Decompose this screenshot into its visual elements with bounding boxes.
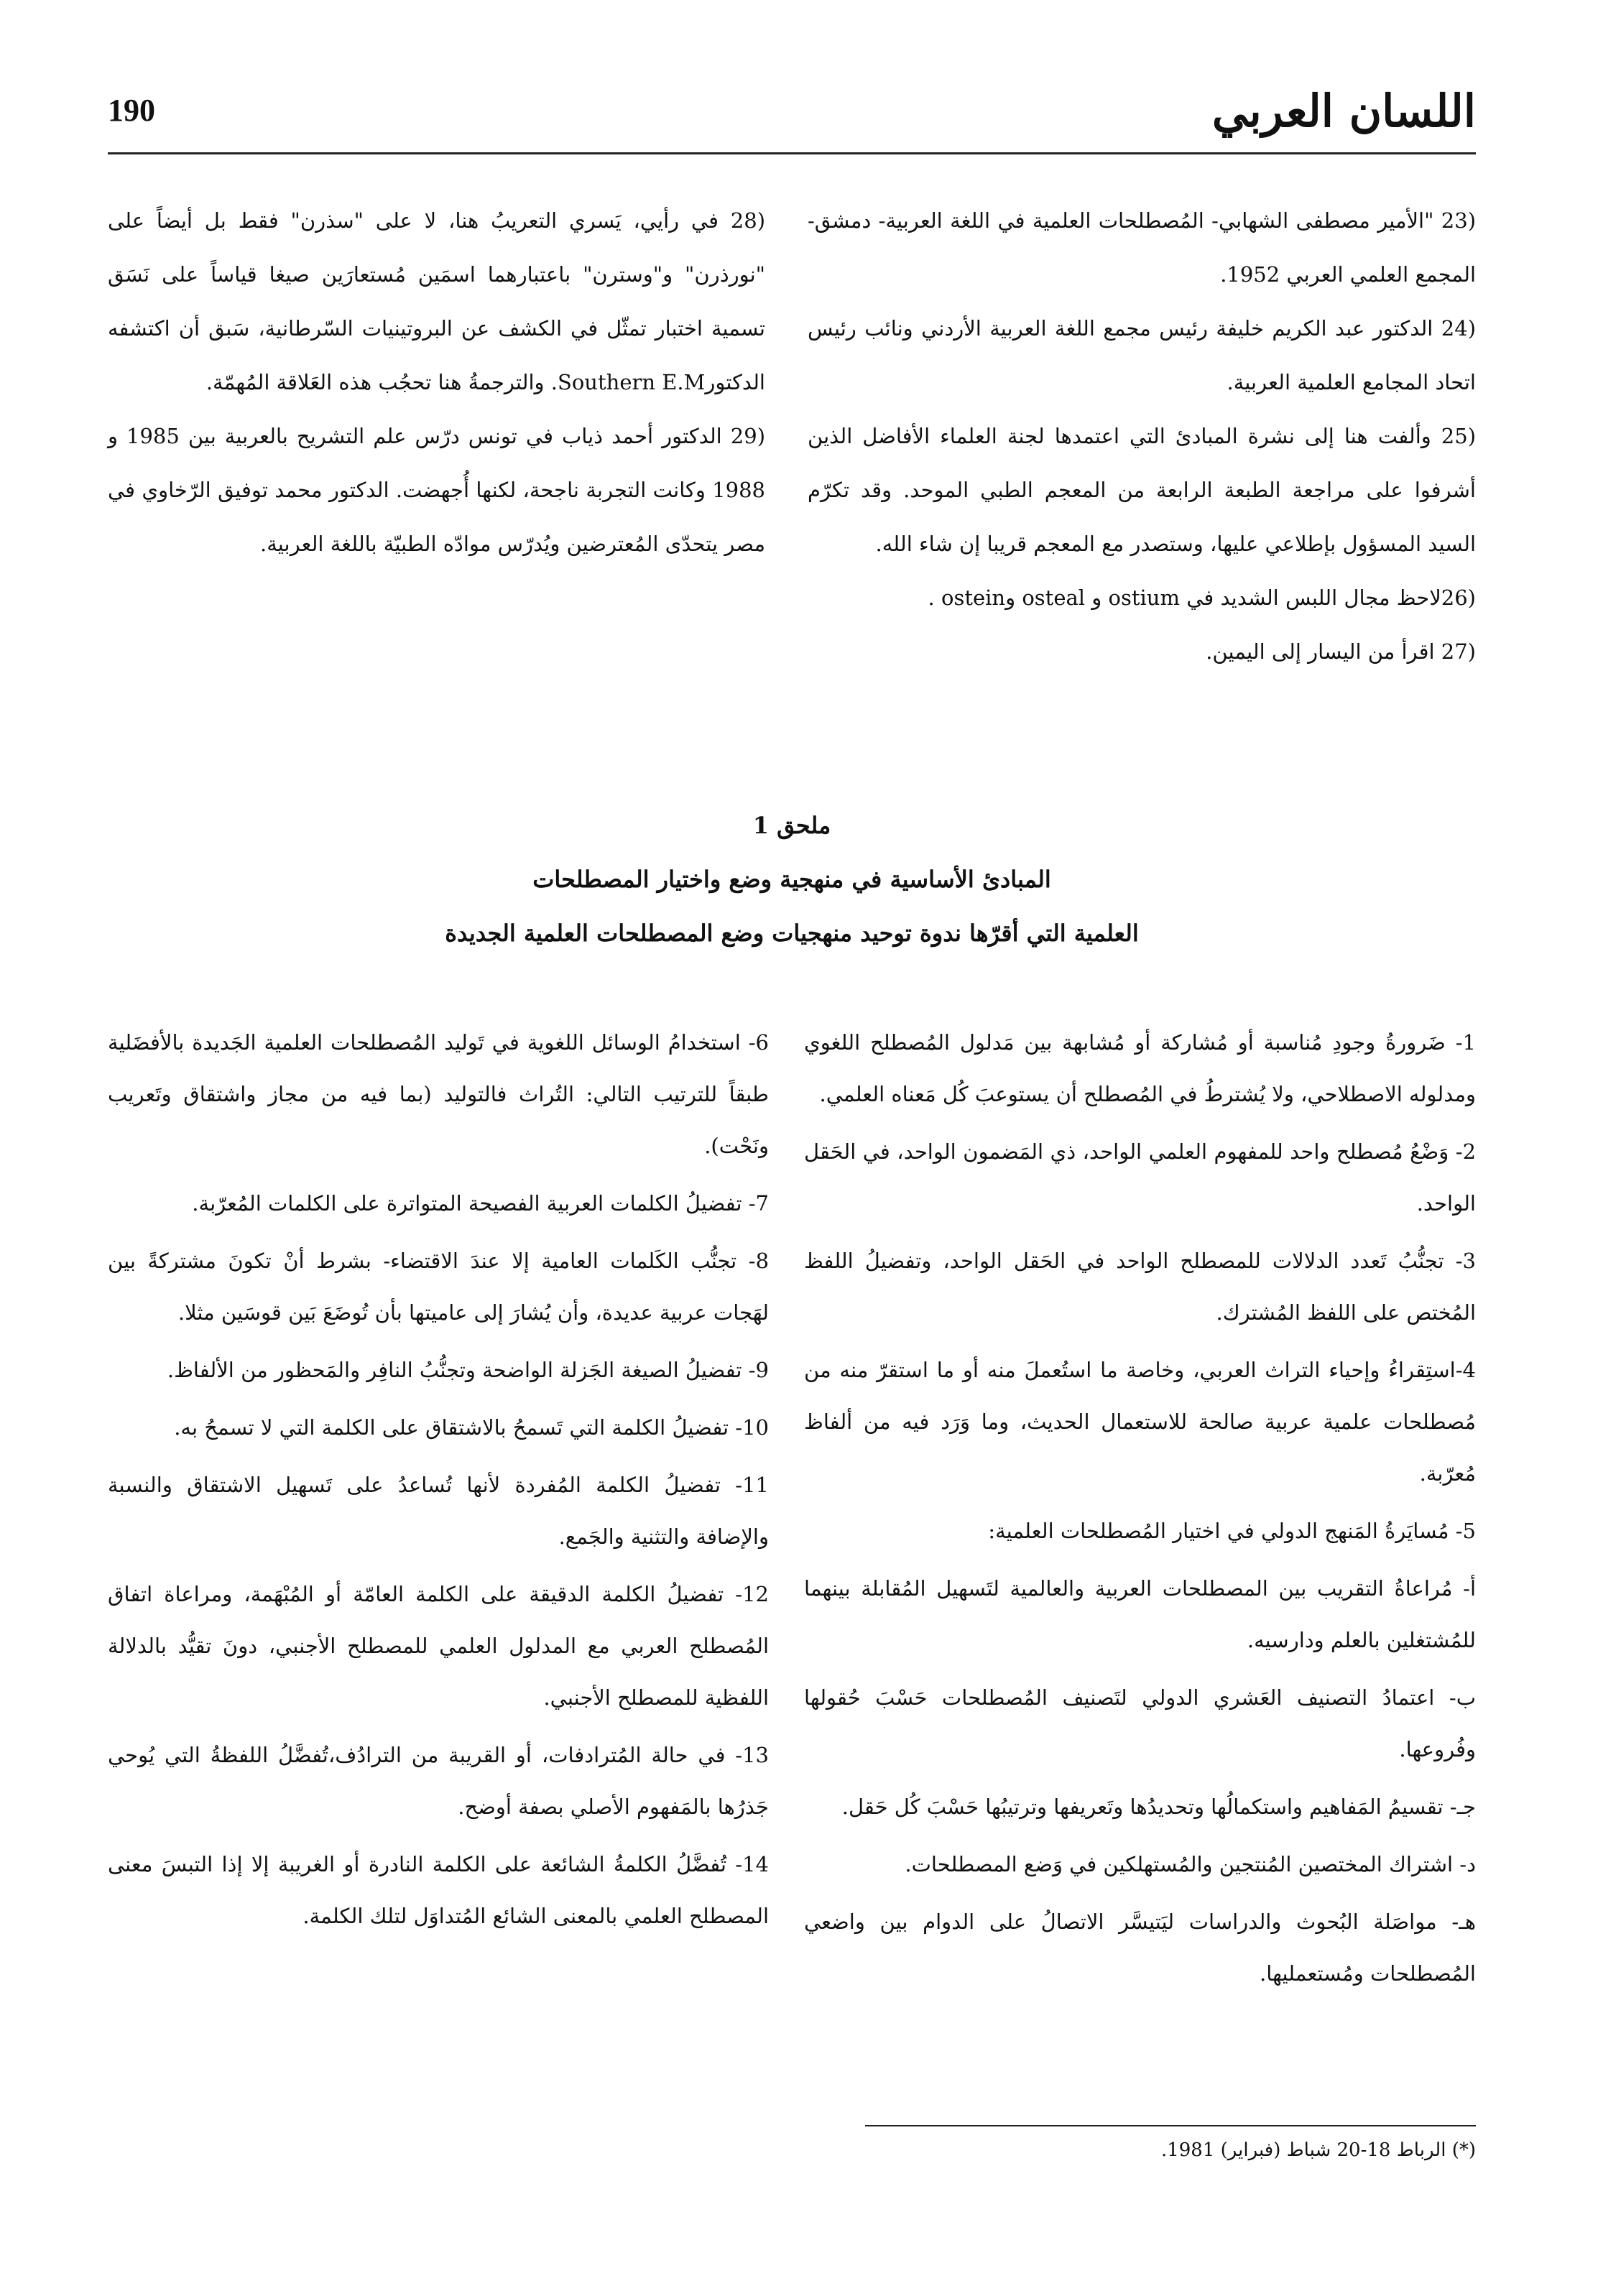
principle-number: 1- xyxy=(1455,1030,1476,1055)
principle-number: 2- xyxy=(1455,1139,1477,1164)
principle-text: استِقراءُ وإحياء التراث العربي، وخاصة ما استُعملَ منه أو ما استقرّ منه من مُصطلحات علمية عربية صالحة للاستعمال الحديث، وما وَرَد فيه من ألفاظ مُعرّبة. xyxy=(804,1358,1476,1486)
note-text: لاحظ مجال اللبس الشديد في ostium و osteal وostein . xyxy=(928,585,1441,610)
sub-principle-letter: جـ- xyxy=(1449,1795,1476,1819)
principle-text: ضَرورةُ وجودِ مُناسبة أو مُشاركة أو مُشابهة بين مَدلول المُصطلح اللغوي ومدلوله الاصطلاحي، ولا يُشترطُ في المُصطلح أن يستوعبَ كُل مَعناه العلمي. xyxy=(804,1030,1476,1106)
sub-principle-letter: د- xyxy=(1459,1852,1476,1876)
sub-principle-item xyxy=(804,1563,1476,1666)
note-number: (28 xyxy=(730,208,766,233)
principle-number: 8- xyxy=(748,1249,770,1273)
principle-item xyxy=(804,1505,1476,1557)
principle-number: 12- xyxy=(735,1582,769,1606)
principle-item xyxy=(804,1126,1476,1229)
page-number: 190 xyxy=(108,93,155,128)
header-rule xyxy=(108,152,1476,154)
principle-text: تفضيلُ الكلمة الدقيقة على الكلمة العامّة أو المُبْهَمة، ومراعاة اتفاق المُصطلح العربي مع المدلول العلمي للمصطلح الأجنبي، دونَ تقيُّد بالدلالة اللفظية للمصطلح الأجنبي. xyxy=(108,1582,769,1710)
footnote: (*) الرباط 18-20 شباط (فبراير) 1981. xyxy=(1160,2139,1476,2161)
principle-number: 10- xyxy=(735,1415,769,1440)
note-item xyxy=(808,194,1476,302)
principle-item xyxy=(804,1344,1476,1499)
sub-principle-item xyxy=(804,1781,1476,1833)
principle-number: 11- xyxy=(735,1473,770,1497)
note-text: في رأيي، يَسري التعريبُ هنا، لا على "سذرن" فقط بل أيضاً على "نورذرن" و"وسترن" باعتبارهما اسمَين مُستعارَين صيغا قياساً على نَسَق تسمية اختبار تمثّل في الكشف عن البروتينيات السّرطانية، سَبق أن اكتشفه الدكتورSouthern E.M. والترجمةُ هنا تحجُب هذه العَلاقة المُهمّة. xyxy=(108,208,765,394)
note-number: (25 xyxy=(1441,424,1477,448)
principle-number: 7- xyxy=(748,1191,769,1216)
principle-text: في حالة المُترادفات، أو القريبة من الترادُف،تُفضَّلُ اللفظةُ التي يُوحي جَذرُها بالمَفهوم الأصلي بصفة أوضح. xyxy=(108,1743,769,1819)
principle-number: 5- xyxy=(1455,1519,1476,1543)
note-item xyxy=(808,571,1476,625)
principle-item xyxy=(108,1177,769,1229)
principle-item xyxy=(108,1568,769,1723)
principle-text: تفضيلُ الكلمة المُفردة لأنها تُساعدُ على تَسهيل الاشتقاق والنسبة والإضافة والتثنية والجَمع. xyxy=(108,1473,769,1549)
principle-text: تفضيلُ الكلمات العربية الفصيحة المتواترة على الكلمات المُعرّبة. xyxy=(192,1191,742,1216)
annex-title: ملحق 1 xyxy=(752,812,831,839)
principle-item xyxy=(804,1017,1476,1120)
principle-item xyxy=(804,1235,1476,1338)
principle-text: تجنُّبُ تَعدد الدلالات للمصطلح الواحد في الحَقل الواحد، وتفضيلُ اللفظ المُختص على اللفظ المُشترك. xyxy=(804,1249,1476,1325)
note-item xyxy=(108,409,765,571)
note-text: اقرأ من اليسار إلى اليمين. xyxy=(1206,639,1435,664)
principle-item xyxy=(108,1344,769,1396)
principle-number: 6- xyxy=(748,1030,769,1055)
principle-item xyxy=(108,1235,769,1338)
principle-text: تفضيلُ الصيغة الجَزلة الواضحة وتجنُّبُ النافِر والمَحظور من الألفاظ. xyxy=(167,1358,742,1382)
note-item xyxy=(108,194,765,409)
principle-text: وَضْعُ مُصطلح واحد للمفهوم العلمي الواحد، ذي المَضمون الواحد، في الحَقل الواحد. xyxy=(804,1139,1476,1216)
principle-item xyxy=(108,1838,769,1942)
principles-left-column xyxy=(108,1017,769,1948)
principle-item xyxy=(108,1402,769,1453)
principle-text: استخدامُ الوسائل اللغوية في تَوليد المُصطلحات العلمية الجَديدة بالأفضَلية طبقاً للترتيب التالي: التُراث فالتوليد (بما فيه من مجاز واشتقاق وتَعريب ونَحْت). xyxy=(108,1030,769,1158)
principle-item xyxy=(108,1729,769,1833)
sub-principle-text: اشتراك المختصين المُنتجين والمُستهلكين في وَضع المصطلحات. xyxy=(905,1852,1454,1876)
sub-principle-letter: أ- xyxy=(1463,1576,1477,1601)
note-text: الدكتور عبد الكريم خليفة رئيس مجمع اللغة العربية الأردني ونائب رئيس اتحاد المجامع العلمية العربية. xyxy=(808,316,1476,394)
annex-subtitle-line2: العلمية التي أقرّها ندوة توحيد منهجيات وضع المصطلحات العلمية الجديدة xyxy=(445,920,1139,947)
note-number: (26 xyxy=(1441,585,1476,610)
note-text: وألفت هنا إلى نشرة المبادئ التي اعتمدها لجنة العلماء الأفاضل الذين أشرفوا على مراجعة الطبعة الرابعة من المعجم الطبي الموحد. وقد تكرّم السيد المسؤول بإطلاعي عليها، وستصدر مع المعجم قريبا إن شاء الله. xyxy=(808,424,1476,556)
principle-text: مُسايَرةُ المَنهج الدولي في اختيار المُصطلحات العلمية: xyxy=(988,1519,1449,1543)
note-text: "الأمير مصطفى الشهابي- المُصطلحات العلمية في اللغة العربية- دمشق-المجمع العلمي العربي 1952. xyxy=(808,208,1476,287)
note-text: الدكتور أحمد ذياب في تونس درّس علم التشريح بالعربية بين 1985 و 1988 وكانت التجربة ناجحة، لكنها أُجهضت. الدكتور محمد توفيق الرّخاوي في مصر يتحدّى المُعترضين ويُدرّس موادّه الطبيّة باللغة العربية. xyxy=(108,424,765,556)
note-number: (29 xyxy=(730,424,766,448)
sub-principle-letter: هـ- xyxy=(1451,1910,1476,1934)
principle-number: 9- xyxy=(748,1358,769,1382)
footnote-rule xyxy=(865,2125,1476,2126)
sub-principle-text: مواصَلة البُحوث والدراسات ليَتيسَّر الاتصالُ على الدوام بين واضعي المُصطلحات ومُستعمليها. xyxy=(804,1910,1476,1986)
note-number: (27 xyxy=(1441,639,1476,664)
sub-principle-item xyxy=(804,1896,1476,1999)
principle-number: 13- xyxy=(735,1743,769,1767)
principle-number: 4- xyxy=(1455,1358,1476,1382)
note-number: (23 xyxy=(1441,208,1477,233)
note-item xyxy=(808,625,1476,679)
sub-principle-text: مُراعاةُ التقريب بين المصطلحات العربية والعالمية لتَسهيل المُقابلة بينهما للمُشتغلين بالعلم ودارسيه. xyxy=(804,1576,1476,1652)
notes-left-column xyxy=(108,194,765,571)
notes-right-column xyxy=(808,194,1476,679)
principle-text: تفضيلُ الكلمة التي تَسمحُ بالاشتقاق على الكلمة التي لا تسمحُ به. xyxy=(174,1415,729,1440)
sub-principle-letter: ب- xyxy=(1449,1685,1476,1710)
sub-principle-text: اعتمادُ التصنيف العَشري الدولي لتَصنيف المُصطلحات حَسْبَ حُقولها وفُروعها. xyxy=(804,1685,1476,1762)
principle-item xyxy=(108,1017,769,1172)
principle-item xyxy=(108,1459,769,1563)
principle-number: 3- xyxy=(1455,1249,1476,1273)
journal-title: اللسان العربي xyxy=(1211,85,1476,137)
principle-number: 14- xyxy=(735,1852,770,1876)
sub-principle-item xyxy=(804,1672,1476,1775)
principle-text: تُفضَّلُ الكلمةُ الشائعة على الكلمة النادرة أو الغريبة إلا إذا التبسَ معنى المصطلح العلمي بالمعنى الشائع المُتداوَل لتلك الكلمة. xyxy=(108,1852,769,1928)
note-item xyxy=(808,302,1476,409)
note-number: (24 xyxy=(1441,316,1477,341)
annex-subtitle-line1: المبادئ الأساسية في منهجية وضع واختيار المصطلحات xyxy=(532,866,1051,893)
principles-right-column xyxy=(804,1017,1476,2005)
sub-principle-text: تقسيمُ المَفاهيم واستكمالُها وتحديدُها وتَعريفها وترتيبُها حَسْبَ كُل حَقل. xyxy=(841,1795,1444,1819)
principle-text: تجنُّب الكَلمات العامية إلا عندَ الاقتضاء- بشرط أنْ تكونَ مشتركةً بين لهَجات عربية عديدة، وأن يُشارَ إلى عاميتها بأن تُوضَعَ بَين قوسَين مثلا. xyxy=(108,1249,769,1325)
note-item xyxy=(808,409,1476,571)
sub-principle-item xyxy=(804,1838,1476,1890)
